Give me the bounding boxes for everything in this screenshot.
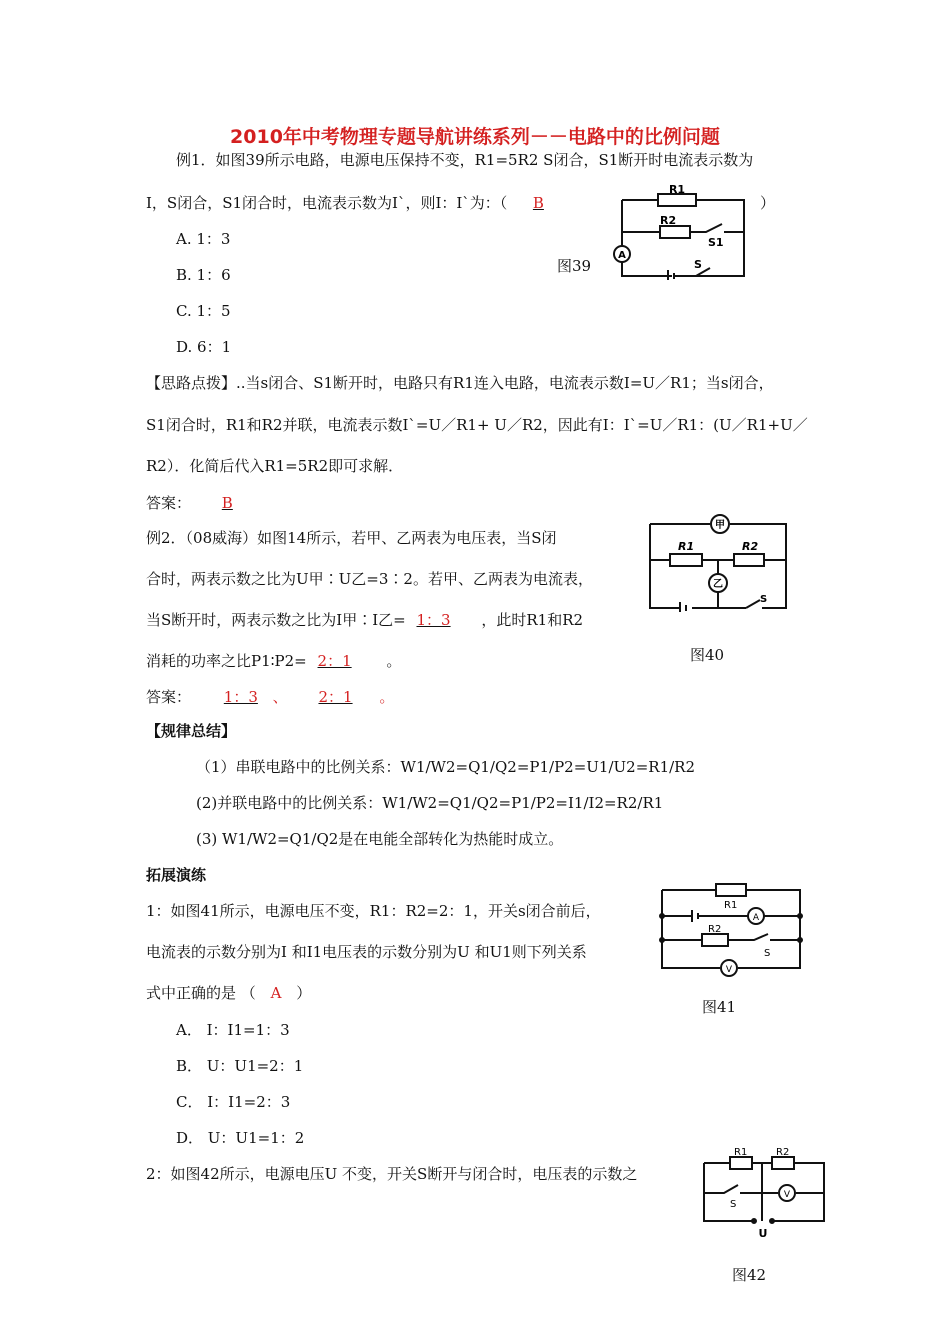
ex2-line4-text: 消耗的功率之比P1∶P2= xyxy=(146,652,307,670)
ex1-option-a: A. 1：3 xyxy=(176,230,231,248)
ex1-option-d: D. 6：1 xyxy=(176,338,232,356)
q1-line3-text: 式中正确的是 （ xyxy=(146,984,256,1002)
fig41-s-label: S xyxy=(764,948,771,959)
summary-item-3: (3) W1/W2=Q1/Q2是在电能全部转化为热能时成立。 xyxy=(196,830,564,848)
fig40-jia-label: 甲 xyxy=(715,520,725,531)
fig42-r2-label: R2 xyxy=(776,1147,790,1158)
ex2-blank1: 1：3 xyxy=(416,611,451,629)
hint-answer-row xyxy=(146,496,259,511)
ex2-answer1: 1：3 xyxy=(223,688,258,706)
fig40-caption: 图40 xyxy=(690,646,725,664)
fig41-r1-label: R1 xyxy=(724,900,738,911)
ex2-line3 xyxy=(146,613,583,628)
ex2-line3-tail: ，此时R1和R2 xyxy=(481,611,584,629)
ex1-option-c: C. 1：5 xyxy=(176,302,231,320)
fig41-ammeter-label: A xyxy=(752,913,760,923)
q1-option-d: D． U：U1=1：2 xyxy=(176,1129,305,1147)
fig41-voltmeter-label: V xyxy=(725,965,733,975)
fig42-caption: 图42 xyxy=(732,1266,767,1284)
fig42-s-label: S xyxy=(730,1199,737,1210)
ex2-answer-label: 答案： xyxy=(146,688,192,706)
fig39-caption: 图39 xyxy=(557,257,592,275)
hint-line2: S1闭合时，R1和R2并联，电流表示数I`=U／R1+ U／R2，因此有I：I`=U／R1：(U／R1+U／ xyxy=(146,416,808,434)
ex1-line2-text: I，S闭合，S1闭合时，电流表示数为I`，则I：I`为：（ xyxy=(146,194,508,212)
q1-line3 xyxy=(146,986,311,1001)
fig41-r2-label: R2 xyxy=(708,924,722,935)
hint-line1: 【思路点拨】..当s闭合、S1断开时，电路只有R1连入电路，电流表示数I=U／R1；当s闭合， xyxy=(146,374,774,392)
fig42-u-label: U xyxy=(758,1227,768,1240)
ex1-line2-close: ） xyxy=(760,194,776,212)
ex1-answer: B xyxy=(532,194,544,212)
q1-option-c: C． I：I1=2：3 xyxy=(176,1093,291,1111)
q1-line2: 电流表的示数分别为I 和I1电压表的示数分别为U 和U1则下列关系 xyxy=(146,943,587,961)
summary-item-2: (2)并联电路中的比例关系：W1/W2=Q1/Q2=P1/P2=I1/I2=R2/R1 xyxy=(196,794,664,812)
hint-line3: R2）．化简后代入R1=5R2即可求解． xyxy=(146,457,404,475)
fig41-caption: 图41 xyxy=(702,998,737,1016)
practice-heading: 拓展演练 xyxy=(146,866,207,884)
hint-answer-label: 答案： xyxy=(146,494,192,512)
fig39-s-label: S xyxy=(694,258,702,271)
ex2-answer-sep: 、 xyxy=(272,688,288,706)
ex2-answer-row xyxy=(146,690,394,705)
ex2-blank2: 2：1 xyxy=(317,652,352,670)
q1-line3-close: ） xyxy=(296,984,312,1002)
q1-option-b: B． U：U1=2：1 xyxy=(176,1057,304,1075)
fig39-s1-label: S1 xyxy=(708,236,724,249)
page-title: 2010年中考物理专题导航讲练系列－－电路中的比例问题 xyxy=(230,126,720,148)
fig39-r2-label: R2 xyxy=(660,214,677,227)
q1-option-a: A． I：I1=1：3 xyxy=(176,1021,290,1039)
ex2-line1: 例2．（08威海）如图14所示，若甲、乙两表为电压表，当S闭 xyxy=(146,529,557,547)
fig39-r1-label: R1 xyxy=(668,183,686,196)
ex2-line2: 合时，两表示数之比为U甲∶U乙=3∶2。若甲、乙两表为电流表， xyxy=(146,570,593,588)
summary-heading: 【规律总结】 xyxy=(146,722,237,740)
ex2-line4 xyxy=(146,654,401,669)
fig40-r2-label: R2 xyxy=(742,540,759,553)
ex2-answer-end: 。 xyxy=(379,688,395,706)
q1-line1: 1：如图41所示，电源电压不变，R1：R2=2：1，开关s闭合前后， xyxy=(146,902,601,920)
fig42-voltmeter-label: V xyxy=(783,1190,791,1200)
ex2-line3-text: 当S断开时，两表示数之比为I甲∶I乙= xyxy=(146,611,406,629)
ex1-line1: 例1．如图39所示电路，电源电压保持不变，R1=5R2 S闭合，S1断开时电流表示数为 xyxy=(176,151,754,169)
ex1-option-b: B. 1：6 xyxy=(176,266,231,284)
fig42-r1-label: R1 xyxy=(734,1147,748,1158)
fig40-s-label: S xyxy=(760,594,768,605)
summary-item-1: （1）串联电路中的比例关系：W1/W2=Q1/Q2=P1/P2=U1/U2=R1/R2 xyxy=(196,758,696,776)
hint-answer-value: B xyxy=(221,494,233,512)
fig40-r1-label: R1 xyxy=(678,540,695,553)
figure-42-circuit xyxy=(700,1145,830,1241)
figure-39-circuit xyxy=(598,180,758,280)
ex2-line4-tail: 。 xyxy=(386,652,402,670)
fig39-ammeter-label: A xyxy=(618,250,626,261)
figure-40-circuit xyxy=(646,512,792,612)
fig40-yi-label: 乙 xyxy=(713,579,723,590)
figure-41-circuit xyxy=(658,880,804,980)
q2-line1: 2：如图42所示，电源电压U 不变，开关S断开与闭合时，电压表的示数之 xyxy=(146,1165,638,1183)
ex2-answer2: 2：1 xyxy=(318,688,353,706)
q1-answer: A xyxy=(270,984,282,1002)
ex1-line2 xyxy=(146,196,544,211)
